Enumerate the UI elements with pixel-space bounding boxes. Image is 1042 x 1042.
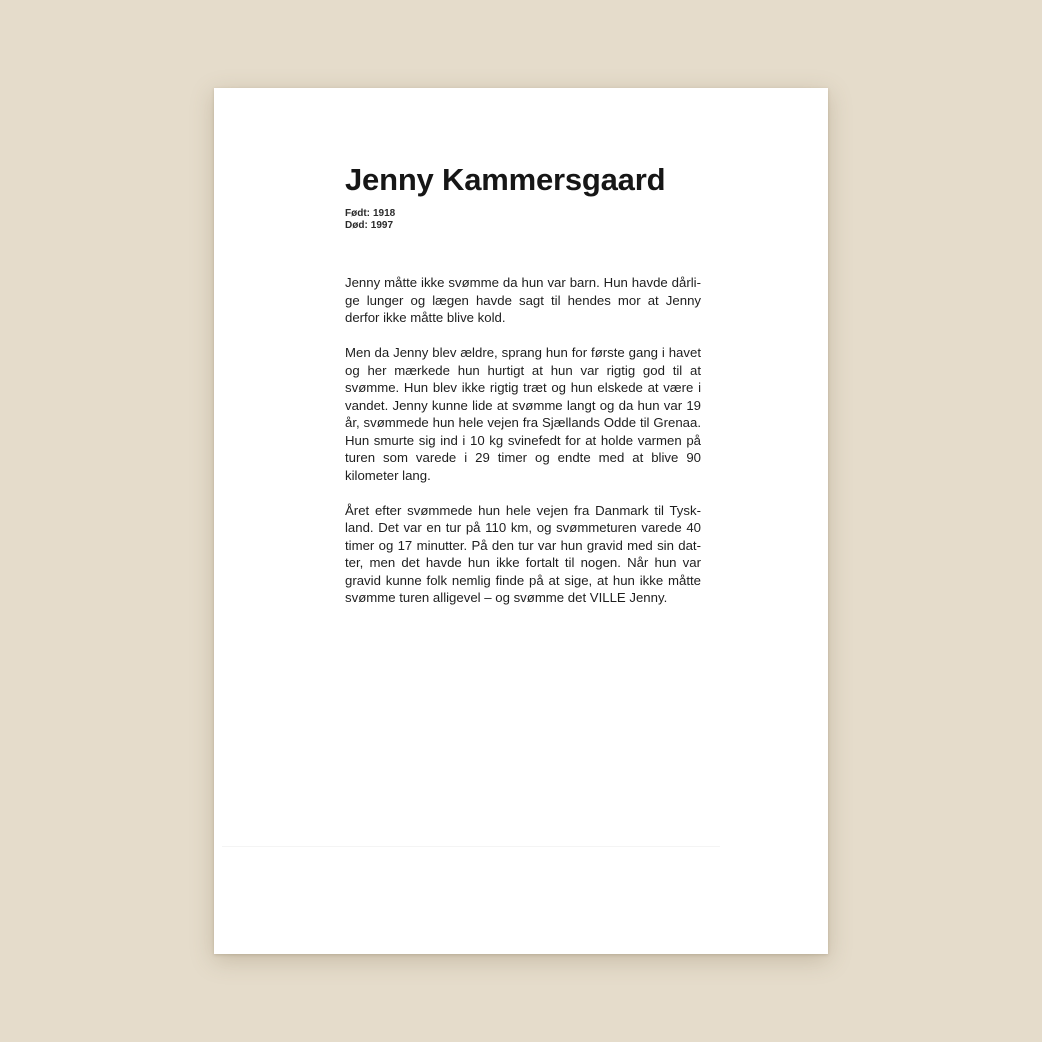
died-year: 1997 bbox=[370, 220, 394, 231]
page-content bbox=[345, 160, 701, 624]
life-dates bbox=[345, 208, 701, 232]
born-year: 1918 bbox=[373, 208, 396, 219]
divider bbox=[222, 846, 720, 847]
page-title: Jenny Kammersgaard bbox=[345, 162, 666, 197]
biography-text bbox=[345, 274, 701, 607]
died-row bbox=[345, 220, 701, 232]
paragraph: Men da Jenny blev ældre, sprang hun for første gang i havet og her mærkede hun hurtigt at hun var rigtig god til at svømme. Hun blev ikke rigtig træt og hun elskede at være i vandet. Jenny kunne lide at svømme langt og da hun var 19 år, svømmede hun hele vejen fra Sjællands Odde til Grenaa. Hun smurte sig ind i 10 kg svinefedt for at holde varmen på turen som varede i 29 timer og endte med at blive 90 kilometer lang. bbox=[345, 345, 701, 483]
paragraph: Året efter svømmede hun hele vejen fra Danmark til Tyskland. Det var en tur på 110 km, og svømmeturen varede 40 timer og 17 minutter. På den tur var hun gravid med sin datter, men det havde hun ikke fortalt til nogen. Når hun var gravid kunne folk nemlig finde på at sige, at hun ikke måtte svømme turen alligevel – og svømme det VILLE Jenny. bbox=[345, 502, 701, 605]
died-label: Død: bbox=[345, 220, 368, 231]
paragraph: Jenny måtte ikke svømme da hun var barn. Hun havde dårlige lunger og lægen havde sagt til hendes mor at Jenny derfor ikke måtte blive kold. bbox=[345, 275, 701, 325]
born-row bbox=[345, 208, 701, 220]
document-page bbox=[214, 88, 828, 954]
born-label: Født: bbox=[345, 208, 370, 219]
